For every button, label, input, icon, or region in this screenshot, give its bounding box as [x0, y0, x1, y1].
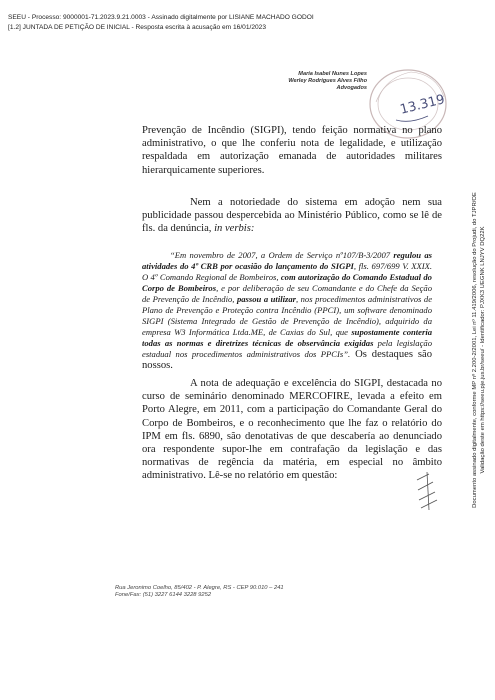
quote-bold-2: com autorização do Comando Estadual do Corpo de Bombeiros	[142, 272, 432, 294]
footer-address: Rua Jeronimo Coelho, 85/402 - P. Alegre, RS - CEP 90.010 – 241	[115, 585, 284, 591]
paragraph-4-text: A nota de adequação e excelência do SIGPI, destacada no curso de seminário denominado MERCOFIRE, levada a efeito em Porto Alegre, em 2011, com a participação do Comandante Geral do Corpo de Bombeiros, e o reconhecimento que lhe faz o relatório do IPM em fls. 6890, são denotativas de que descabería ao denunciado ora respondente supor-lhe em contrafação da legislação e das normativas de regência da matéria, em especial no âmbito administrativo. Lê-se no relatório em questão:	[142, 378, 442, 482]
header-line-1: SEEU - Processo: 9000001-71.2023.9.21.0003 - Assinado digitalmente por LISIANE MACHADO GODOI	[8, 14, 314, 21]
quote-bold-3: passou a utilizar	[236, 294, 296, 305]
sidebar-line-2: Validação deste em https://seeu.pje.jus.br/seeu/ - Identificador: PJXK3 UEGNK LNJYV DQ22K	[480, 226, 486, 474]
paragraph-4	[142, 377, 442, 483]
paragraph-2-inverbis: in verbis:	[214, 223, 255, 235]
quote-part-5: pela legislação estadual nos procedimentos administrativos dos PPCIs”.	[142, 338, 433, 360]
paragraph-1: Prevenção de Incêndio (SIGPI), tendo feição normativa no plano administrativo, o que lhe conferiu nota de legalidade, e utilização respaldada em autorização emanada de autoridades militares hierarquicamente superiores.	[142, 125, 442, 176]
quote-note: Os destaques são nossos.	[142, 349, 433, 372]
lawyers-role: Advogados	[336, 85, 367, 92]
digital-signature-sidebar	[465, 50, 493, 650]
quote-part-2: , fls. 697/699 V. XXIX. O 4º Comando Regional de Bombeiros,	[142, 261, 432, 283]
paragraph-2-text: Nem a notoriedade do sistema em adoção nem sua publicidade passou despercebida ao Ministério Público, como se lê de fls. da denúncia,	[142, 197, 442, 235]
lawyers-block	[288, 71, 367, 93]
stamp-number: 13.319	[398, 92, 447, 118]
quote-part-4: , nos procedimentos administrativos de Plano de Prevenção e Proteção contra Incêndio (PPCI), um software denominado SIGPI (Sistema Integrado de Gestão de Prevenção de Incêndio), adquirido da empresa W3 Informática Ltda.ME, de Caxias do Sul, que	[142, 294, 433, 338]
quote-part-1: “Em novembro de 2007, a Ordem de Serviço nº107/B-3/2007	[170, 250, 394, 260]
header-line-2: [1.2] JUNTADA DE PETIÇÃO DE INICIAL - Resposta escrita à acusação em 16/01/2023	[8, 24, 266, 31]
lawyer-name-1: Maria Isabel Nunes Lopes	[298, 71, 367, 77]
quote-part-3: , e por deliberação de seu Comandante e do Chefe da Seção de Prevenção de Incêndio,	[142, 283, 432, 305]
footer	[115, 585, 284, 600]
quote-block	[142, 250, 432, 372]
quote-bold-4: supostamente conteria todas as normas e diretrizes técnicas de observância exigidas	[142, 327, 432, 349]
paragraph-2	[142, 196, 442, 236]
footer-phone: Fone/Fax: (51) 3227 6144 3228 9252	[115, 592, 212, 599]
lawyer-name-2: Werley Rodrigues Alves Filho	[288, 78, 367, 85]
handwritten-mark	[415, 470, 441, 512]
quote-bold-1: regulou as atividades do 4º CRB por ocasião do lançamento do SIGPI	[142, 250, 432, 272]
sidebar-line-1: Documento assinado digitalmente, conforme MP nº 2.200-2/2001, Lei nº 11.419/2006, resolução do Projudi, do TJPR/OE	[472, 192, 478, 508]
